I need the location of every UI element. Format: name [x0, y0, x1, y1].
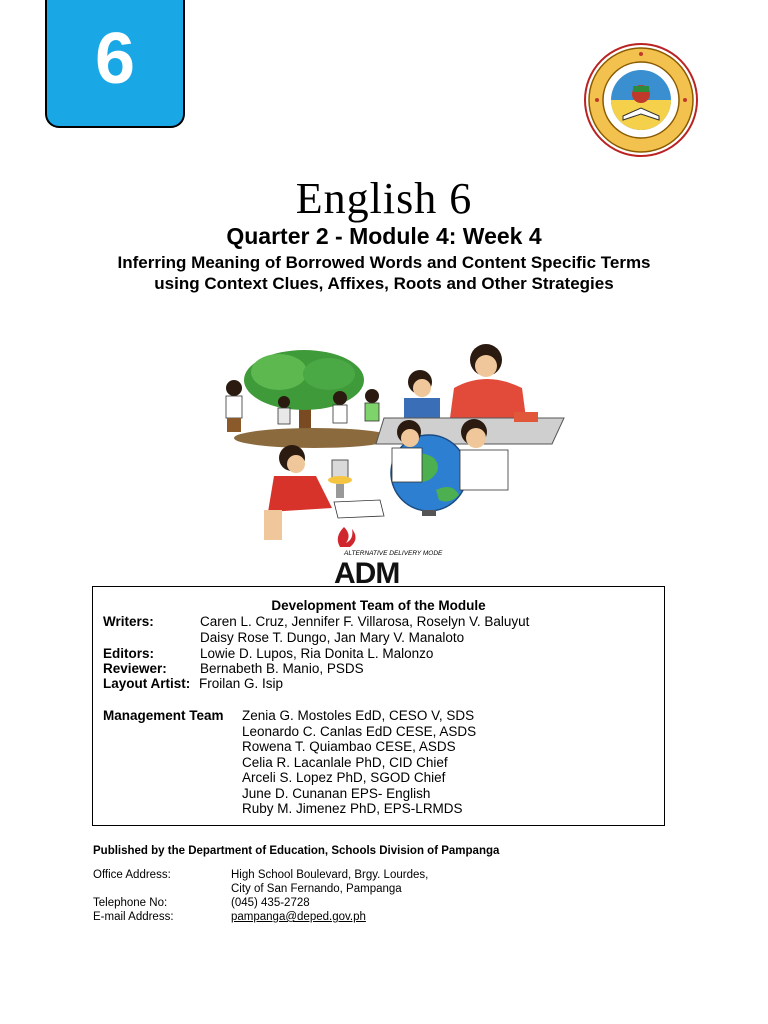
development-team-box [92, 586, 665, 826]
published-by: Published by the Department of Education, Schools Division of Pampanga [93, 845, 500, 857]
grade-number: 6 [94, 19, 136, 99]
adm-letters: ADM [334, 557, 400, 585]
reviewer-label: Reviewer: [103, 661, 167, 676]
management-member: Ruby M. Jimenez PhD, EPS-LRMDS [242, 801, 463, 816]
management-list [242, 708, 476, 817]
module-topic: Inferring Meaning of Borrowed Words and Content Specific Terms using Context Clues, Affixes, Roots and Other Strategies [117, 253, 651, 293]
adm-logo-icon [330, 525, 446, 585]
layout-artist-value: Froilan G. Isip [199, 676, 284, 691]
writers-line-1: Caren L. Cruz, Jennifer F. Villarosa, Roselyn V. Baluyut [200, 614, 530, 629]
management-member: Zenia G. Mostoles EdD, CESO V, SDS [242, 708, 475, 723]
writers-line-2: Daisy Rose T. Dungo, Jan Mary V. Manaloto [200, 630, 465, 645]
email-label: E-mail Address: [93, 911, 174, 923]
office-line-2: City of San Fernando, Pampanga [231, 883, 402, 895]
management-member: June D. Cunanan EPS- English [242, 785, 431, 801]
office-label: Office Address: [93, 869, 171, 881]
layout-artist-label: Layout Artist: [103, 676, 191, 691]
management-member: Arceli S. Lopez PhD, SGOD Chief [242, 770, 446, 785]
module-title: English 6 [295, 174, 473, 223]
telephone-value: (045) 435-2728 [231, 897, 310, 909]
team-heading: Development Team of the Module [271, 598, 486, 613]
module-subtitle: Quarter 2 - Module 4: Week 4 [226, 223, 542, 249]
management-member: Celia R. Lacanlale PhD, CID Chief [242, 754, 448, 770]
management-member: Rowena T. Quiambao CESE, ASDS [242, 739, 456, 754]
management-member: Leonardo C. Canlas EdD CESE, ASDS [242, 723, 477, 739]
grade-badge [45, 0, 185, 128]
deped-seal-icon [583, 42, 699, 158]
reviewer-value: Bernabeth B. Manio, PSDS [200, 661, 364, 676]
office-line-1: High School Boulevard, Brgy. Lourdes, [231, 869, 429, 881]
editors-label: Editors: [103, 646, 155, 661]
email-link[interactable]: pampanga@deped.gov.ph [231, 911, 366, 923]
telephone-label: Telephone No: [93, 897, 168, 909]
adm-tagline: ALTERNATIVE DELIVERY MODE [344, 550, 443, 557]
management-label: Management Team [103, 708, 224, 723]
learners-illustration [204, 340, 574, 550]
editors-value: Lowie D. Lupos, Ria Donita L. Malonzo [200, 646, 434, 661]
writers-label: Writers: [103, 614, 154, 629]
